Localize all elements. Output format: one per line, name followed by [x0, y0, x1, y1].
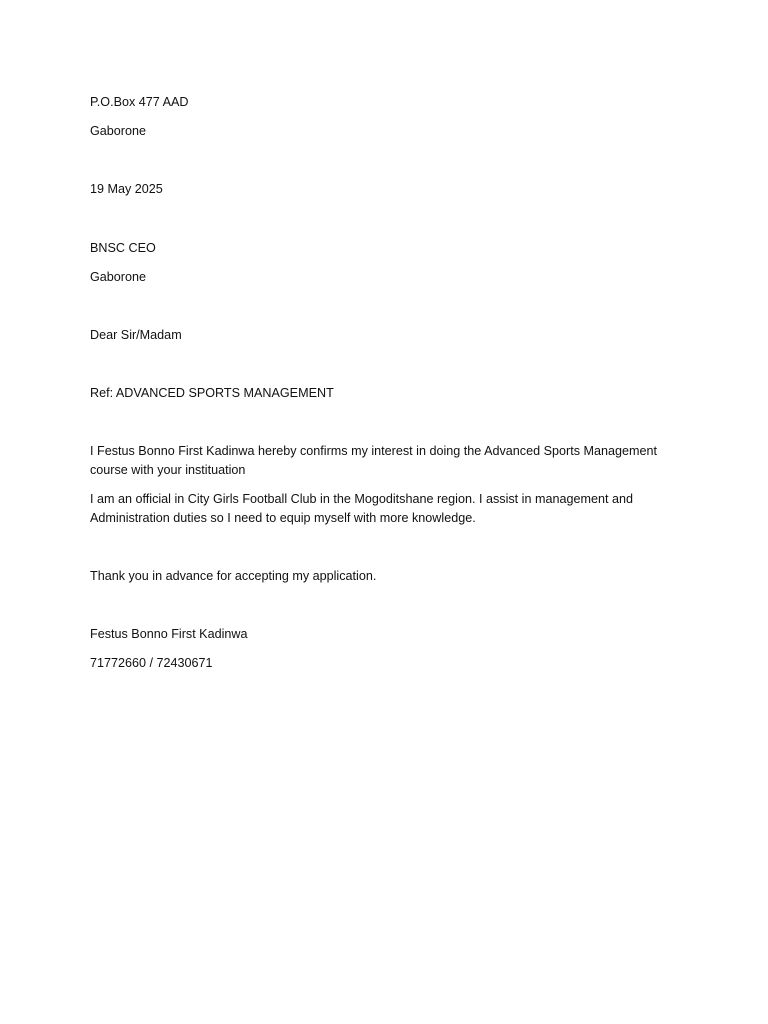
sender-address-line-1: P.O.Box 477 AAD: [90, 95, 189, 109]
signature-name: Festus Bonno First Kadinwa: [90, 627, 248, 641]
letter-date: 19 May 2025: [90, 182, 163, 196]
salutation: Dear Sir/Madam: [90, 328, 182, 342]
recipient-line-2: Gaborone: [90, 270, 147, 284]
recipient-line-1: BNSC CEO: [90, 241, 156, 255]
body-paragraph-2: I am an official in City Girls Football Club in the Mogoditshane region. I assist in management and Administration duties so I need to equip myself with more knowledge.: [90, 492, 633, 525]
sender-address-line-2: Gaborone: [90, 124, 147, 138]
phone-numbers: 71772660 / 72430671: [90, 656, 213, 670]
reference-line: Ref: ADVANCED SPORTS MANAGEMENT: [90, 386, 334, 400]
closing-line: Thank you in advance for accepting my application.: [90, 569, 377, 583]
body-paragraph-1: I Festus Bonno First Kadinwa hereby confirms my interest in doing the Advanced Sports Management course with your instituation: [90, 444, 658, 477]
